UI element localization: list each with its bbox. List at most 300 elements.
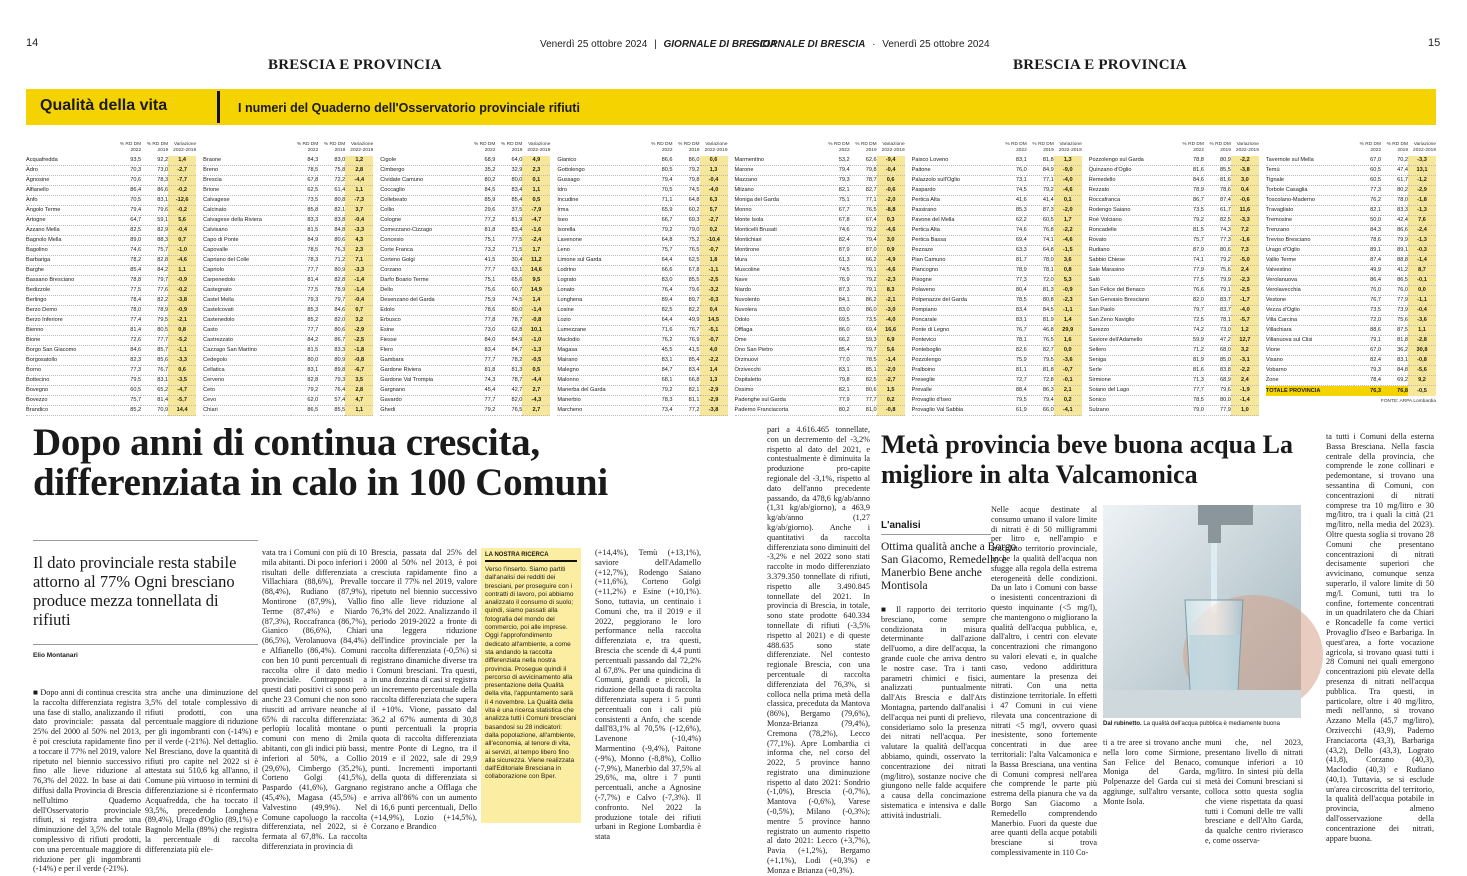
- rd-value: 84,3: [291, 156, 318, 166]
- municipality-name: Sulzano: [1089, 406, 1177, 416]
- municipality-name: Capovalle: [203, 246, 291, 256]
- table-row: [1266, 306, 1436, 316]
- rd-value: 81,1: [1000, 366, 1027, 376]
- rd-value: 77,7: [291, 266, 318, 276]
- rd-value: 82,1: [823, 186, 850, 196]
- rd-value: 71,5: [495, 246, 522, 256]
- variation-value: -4,4: [522, 376, 550, 386]
- variation-value: -3,8: [168, 296, 196, 306]
- variation-value: -4,6: [877, 266, 905, 276]
- table-row: [557, 276, 727, 286]
- variation-value: 0,4: [1231, 186, 1259, 196]
- variation-value: -0,1: [1408, 276, 1436, 286]
- section-title-right: BRESCIA E PROVINCIA: [1013, 57, 1187, 73]
- variation-value: 1,4: [522, 296, 550, 306]
- rd-value: 29,6: [468, 206, 495, 216]
- variation-value: -2,5: [1231, 286, 1259, 296]
- rd-value: 35,2: [468, 166, 495, 176]
- rd-value: 77,5: [114, 286, 141, 296]
- variation-value: -5,7: [168, 396, 196, 406]
- municipality-name: Pozzolengo: [912, 356, 1000, 366]
- rd-value: 79,8: [823, 376, 850, 386]
- rd-value: 85,2: [291, 316, 318, 326]
- headline-2: Metà provincia beve buona acqua La migliore in alta Valcamonica: [881, 430, 1293, 489]
- rd-value: 86,4: [114, 186, 141, 196]
- rd-value: 73,0: [1204, 326, 1231, 336]
- municipality-name: Villachiara: [1266, 326, 1354, 336]
- municipality-name: Trenzano: [1266, 226, 1354, 236]
- rd-value: 79,2: [646, 226, 673, 236]
- municipality-name: Monticelli Brusati: [735, 226, 823, 236]
- municipality-name: Bione: [26, 336, 114, 346]
- variation-value: -2,2: [700, 356, 728, 366]
- rd-value: 81,9: [1027, 316, 1054, 326]
- variation-value: -2,3: [1231, 276, 1259, 286]
- rd-value: 82,7: [1027, 346, 1054, 356]
- table-row: [26, 216, 196, 226]
- table-row: [203, 336, 373, 346]
- rd-value: 83,3: [291, 216, 318, 226]
- rd-value: 66,8: [673, 376, 700, 386]
- table-row: [912, 336, 1082, 346]
- table-row: [735, 286, 905, 296]
- table-row: [912, 286, 1082, 296]
- rd-value: 86,6: [141, 186, 168, 196]
- rd-value: 87,3: [823, 286, 850, 296]
- variation-value: 4,7: [345, 396, 373, 406]
- table-row: [557, 356, 727, 366]
- table-row: [912, 236, 1082, 246]
- municipality-name: Breno: [203, 166, 291, 176]
- variation-value: 1,3: [700, 376, 728, 386]
- variation-value: -5,2: [168, 336, 196, 346]
- variation-value: 1,1: [168, 266, 196, 276]
- variation-value: 1,2: [345, 156, 373, 166]
- rd-value: 79,2: [1177, 216, 1204, 226]
- variation-value: 2,4: [1231, 266, 1259, 276]
- variation-value: 0,5: [522, 196, 550, 206]
- table-column: [557, 142, 727, 416]
- rd-value: 82,1: [318, 206, 345, 216]
- total-label: TOTALE PROVINCIA: [1266, 386, 1354, 396]
- rd-value: 63,3: [1000, 246, 1027, 256]
- variation-value: -5,6: [1408, 366, 1436, 376]
- subhead-2: Ottima qualità anche a Borgo San Giacomo, Remedello e Manerbio Bene anche Montisola: [881, 541, 1017, 592]
- table-row: [912, 266, 1082, 276]
- variation-value: -0,4: [345, 216, 373, 226]
- rd-value: 71,3: [1177, 376, 1204, 386]
- variation-value: 0,9: [877, 246, 905, 256]
- variation-value: 0,1: [1054, 196, 1082, 206]
- rd-value: 66,6: [646, 266, 673, 276]
- rd-value: 77,6: [141, 286, 168, 296]
- table-row: [1089, 176, 1259, 186]
- variation-value: 1,7: [522, 246, 550, 256]
- variation-value: -10,4: [700, 236, 728, 246]
- municipality-name: Provaglio Val Sabbia: [912, 406, 1000, 416]
- municipality-name: Visano: [1266, 356, 1354, 366]
- rd-value: 87,5: [1381, 326, 1408, 336]
- municipality-name: Provaglio d'Iseo: [912, 396, 1000, 406]
- rd-value: 76,3: [318, 246, 345, 256]
- table-row: [735, 406, 905, 416]
- municipality-name: Orzivecchi: [735, 366, 823, 376]
- table-row: [26, 376, 196, 386]
- rd-value: 79,2: [850, 276, 877, 286]
- table-row: [912, 206, 1082, 216]
- municipality-name: Dello: [380, 286, 468, 296]
- rd-value: 32,9: [495, 166, 522, 176]
- table-row: [557, 306, 727, 316]
- variation-value: -6,7: [345, 366, 373, 376]
- rd-value: 42,7: [495, 386, 522, 396]
- table-row: [380, 286, 550, 296]
- variation-value: -4,6: [877, 226, 905, 236]
- variation-value: -2,5: [345, 336, 373, 346]
- table-row: [1266, 196, 1436, 206]
- rd-value: 80,9: [318, 356, 345, 366]
- municipality-name: Comezzano-Cizzago: [380, 226, 468, 236]
- municipality-name: Vione: [1266, 346, 1354, 356]
- variation-value: 1,1: [522, 186, 550, 196]
- variation-value: 11,6: [1231, 206, 1259, 216]
- rd-value: 86,0: [850, 306, 877, 316]
- rd-value: 80,0: [495, 176, 522, 186]
- rd-value: 83,0: [823, 306, 850, 316]
- rd-value: 78,8: [1177, 156, 1204, 166]
- municipality-name: Sarezzo: [1089, 326, 1177, 336]
- rd-value: 73,5: [1354, 306, 1381, 316]
- rd-value: 76,4: [646, 286, 673, 296]
- variation-value: 14,9: [522, 286, 550, 296]
- variation-value: -3,1: [1231, 356, 1259, 366]
- table-row: [557, 176, 727, 186]
- municipality-name: Alfianello: [26, 186, 114, 196]
- municipality-name: Bovezzo: [26, 396, 114, 406]
- municipality-name: Prevalle: [912, 386, 1000, 396]
- rd-value: 75,9: [468, 296, 495, 306]
- variation-value: 3,6: [1054, 256, 1082, 266]
- photo-caption: [1103, 721, 1303, 727]
- municipality-name: Sellero: [1089, 346, 1177, 356]
- variation-value: 1,8: [700, 256, 728, 266]
- table-row: [1266, 236, 1436, 246]
- rd-value: 79,0: [1177, 406, 1204, 416]
- variation-value: 2,3: [522, 166, 550, 176]
- rd-value: 75,1: [823, 196, 850, 206]
- rd-value: 62,2: [1000, 216, 1027, 226]
- rd-value: 77,3: [1000, 276, 1027, 286]
- municipality-name: Saviore dell'Adamello: [1089, 336, 1177, 346]
- rd-value: 79,8: [673, 176, 700, 186]
- municipality-name: Paspardo: [912, 186, 1000, 196]
- variation-value: 4,9: [522, 156, 550, 166]
- variation-value: -1,6: [1231, 236, 1259, 246]
- rd-value: 79,5: [1000, 396, 1027, 406]
- rd-value: 86,7: [318, 336, 345, 346]
- article1-col1: ■ Dopo anni di continua crescita la raccolta differenziata registra una fase di stallo, analizzando il dato provinciale: passata dal 25% del 2000 al 50% nel 2013, è poi cresciuta rapidamente fino a toccare il 77% nel 2019, valore ripetuto nel biennio successivo fino alle lieve riduzione al 76,3% del 2022. In base ai dati diffusi dalla Provincia di Brescia nell'ultimo Quaderno dell'Osservatorio provinciale rifiuti, si registra anche una diminuzione del 3,5% del totale complessivo di rifiuti prodotti, con una percentuale maggiore di riduzione per gli ingombranti (-14%) e per il verde (-21%).: [33, 688, 141, 874]
- municipality-name: Villanuova sul Clisi: [1266, 336, 1354, 346]
- municipality-name: Valvestino: [1266, 266, 1354, 276]
- municipality-name: Cellatica: [203, 366, 291, 376]
- table-row: [380, 256, 550, 266]
- municipality-name: Anfo: [26, 196, 114, 206]
- variation-value: -3,3: [345, 266, 373, 276]
- table-row: [1266, 346, 1436, 356]
- municipality-name: Montirone: [735, 246, 823, 256]
- municipality-name: Gottolengo: [557, 166, 645, 176]
- rd-value: 69,4: [850, 326, 877, 336]
- variation-value: 0,0: [1054, 346, 1082, 356]
- municipality-name: Monte Isola: [735, 216, 823, 226]
- municipality-name: Lodrino: [557, 266, 645, 276]
- rd-value: 89,0: [114, 236, 141, 246]
- variation-value: 0,2: [877, 396, 905, 406]
- rd-value: 82,0: [318, 316, 345, 326]
- rd-value: 63,1: [495, 266, 522, 276]
- municipality-name: Berlingo: [26, 296, 114, 306]
- municipality-name: Marcheno: [557, 406, 645, 416]
- rd-value: 84,5: [468, 186, 495, 196]
- municipality-name: Paisco Loveno: [912, 156, 1000, 166]
- table-row: [1089, 366, 1259, 376]
- rd-value: 74,5: [823, 266, 850, 276]
- variation-value: -0,8: [522, 316, 550, 326]
- rd-value: 81,1: [673, 396, 700, 406]
- rd-value: 81,4: [291, 276, 318, 286]
- rd-value: 77,8: [468, 316, 495, 326]
- rd-value: 78,7: [850, 176, 877, 186]
- rd-value: 89,7: [673, 296, 700, 306]
- variation-value: -2,9: [1408, 186, 1436, 196]
- variation-value: 1,6: [1054, 336, 1082, 346]
- rd-value: 62,8: [495, 326, 522, 336]
- variation-value: 12,7: [1231, 336, 1259, 346]
- variation-value: -1,3: [1408, 206, 1436, 216]
- table-row: [380, 186, 550, 196]
- rd-value: 78,6: [1354, 236, 1381, 246]
- variation-value: 14,4: [168, 406, 196, 416]
- table-row: [203, 256, 373, 266]
- rd-value: 78,3: [291, 256, 318, 266]
- article1-col6: (+14,4%), Temù (+13,1%), saviore dell'Adamello (+12,7%), Rodengo Saiano (+11,6%), Corteno Golgi (+11,2%) e Esine (+10,1%). Sono, tuttavia, un centinaio i Comuni che, tra il 2019 e il 2022, peggiorano le loro performance nella raccolta differenziata e, tra questi, Brescia che scende di 4,4 punti percentuali passando dal 72,2% al 67,8%. Per una quindicina di Comuni, grandi e piccoli, la riduzione della quota di raccolta differenziata supera i 5 punti percentuali con i cali più consistenti a Anfo, che scende dall'83,1% al 70,5% (-12,6%), Lavenone (-10,4%) Marmentino (-9,4%), Paitone (-9%), Monno (-8,8%), Collio (-7,9%), Manerbio dal 37,5% al 29,6%, ma, oltre i 7 punti percentuali, anche a Agnosine (-7,7%) e Calvo (-7,3%). Il confronto. Nel 2022 la produzione totale dei rifiuti urbani in Regione Lombardia è stata: [595, 548, 701, 842]
- table-row: [26, 396, 196, 406]
- variation-value: -1,6: [522, 226, 550, 236]
- table-row: [380, 266, 550, 276]
- variation-value: 0,5: [522, 366, 550, 376]
- table-row: [735, 156, 905, 166]
- municipality-name: Cazzago San Martino: [203, 346, 291, 356]
- rd-value: 82,8: [291, 376, 318, 386]
- rd-value: 76,5: [495, 406, 522, 416]
- variation-value: 0,0: [1408, 286, 1436, 296]
- municipality-name: Ospitaletto: [735, 376, 823, 386]
- variation-value: -0,7: [1054, 366, 1082, 376]
- municipality-name: Manerbio: [557, 396, 645, 406]
- rd-value: 79,7: [1177, 306, 1204, 316]
- rd-value: 64,4: [646, 256, 673, 266]
- rd-value: 80,0: [291, 356, 318, 366]
- rd-value: 76,6: [1177, 286, 1204, 296]
- variation-value: -7,3: [345, 196, 373, 206]
- variation-value: 0,1: [522, 176, 550, 186]
- rd-value: 60,5: [1354, 176, 1381, 186]
- municipality-name: Brione: [203, 186, 291, 196]
- municipality-name: Pisogne: [912, 276, 1000, 286]
- table-row: [1266, 206, 1436, 216]
- variation-value: -1,4: [345, 276, 373, 286]
- rd-value: 30,4: [495, 256, 522, 266]
- table-row: [912, 166, 1082, 176]
- variation-value: -1,4: [1408, 256, 1436, 266]
- rd-value: 41,2: [1381, 266, 1408, 276]
- variation-value: -1,8: [1408, 196, 1436, 206]
- rd-value: 77,9: [1204, 406, 1231, 416]
- column-header: % RD DM 2019: [1032, 142, 1054, 153]
- rd-value: 37,5: [495, 206, 522, 216]
- table-row: [26, 166, 196, 176]
- rd-value: 83,0: [646, 276, 673, 286]
- rd-value: 61,4: [318, 186, 345, 196]
- variation-value: 1,1: [1408, 326, 1436, 336]
- rd-value: 75,6: [1204, 266, 1231, 276]
- municipality-name: Gianico: [557, 156, 645, 166]
- rd-value: 79,0: [673, 226, 700, 236]
- rd-value: 77,2: [673, 406, 700, 416]
- variation-value: -0,5: [522, 356, 550, 366]
- rd-value: 60,2: [673, 206, 700, 216]
- municipality-name: Lozio: [557, 316, 645, 326]
- table-row: [26, 316, 196, 326]
- municipality-name: Limone sul Garda: [557, 256, 645, 266]
- municipality-name: Brandico: [26, 406, 114, 416]
- rd-value: 81,8: [1027, 156, 1054, 166]
- municipality-name: Vezza d'Oglio: [1266, 306, 1354, 316]
- rd-value: 71,2: [318, 256, 345, 266]
- municipality-name: Cologne: [380, 216, 468, 226]
- article2-col2: Nelle acque destinate al consumo umano il valore limite di nitrati è di 50 milligrammi per litro e, nell'ampio e articolato territorio provinciale, anche la qualità dell'acqua non sfugge alla regola della estrema eterogeneità delle condizioni. Da un lato i Comuni con basse o inesistenti concentrazioni di questo inquinante (<5 mg/l), che mantengono o migliorano la qualità dell'acqua pubblica, e, dall'altro, i centri con elevate concentrazioni che rimangono su valori elevati e, in qualche caso, vedono addirittura aumentare la presenza dei nitrati. Con una netta distinzione territoriale. In effetti i 47 Comuni in cui viene rilevata una concentrazione di nitrati <5 mg/l, ovvero quasi inesistente, sono fortemente concentrati in due aree territoriali: l'alta Valcamonica e la Bassa Bresciana, una ventina di Comuni compresi nell'area che comprende le parte più estrema della pianura che va da Borgo San Giacomo a Remedello comprendendo Manerbio. Fuori da queste due aree quanti della acque potabili bresciane si trova complessivamente in 110 Co-: [991, 505, 1097, 857]
- rd-value: 79,4: [114, 206, 141, 216]
- rd-value: 83,1: [646, 356, 673, 366]
- municipality-name: Coccaglio: [380, 186, 468, 196]
- variation-value: -1,3: [1408, 236, 1436, 246]
- table-row: [203, 316, 373, 326]
- table-row: [380, 336, 550, 346]
- municipality-name: Castel Mella: [203, 296, 291, 306]
- column-header: Variazione 2022-2019: [527, 142, 551, 153]
- table-row: [26, 186, 196, 196]
- rd-value: 80,4: [1000, 286, 1027, 296]
- table-row: [26, 366, 196, 376]
- folio-date-left: Venerdì 25 ottobre 2024: [540, 39, 648, 50]
- rd-value: 77,9: [823, 396, 850, 406]
- rd-value: 81,8: [468, 226, 495, 236]
- rd-value: 79,6: [1204, 386, 1231, 396]
- rd-value: 78,6: [1204, 186, 1231, 196]
- rd-value: 85,4: [823, 346, 850, 356]
- table-row: [735, 326, 905, 336]
- municipality-name: Rodengo Saiano: [1089, 206, 1177, 216]
- variation-value: -2,7: [700, 216, 728, 226]
- rd-value: 73,4: [646, 406, 673, 416]
- table-row: [380, 236, 550, 246]
- variation-value: 0,3: [877, 216, 905, 226]
- rd-value: 72,8: [1027, 376, 1054, 386]
- rd-value: 79,2: [1204, 256, 1231, 266]
- variation-value: -8,8: [877, 206, 905, 216]
- rd-value: 80,2: [468, 176, 495, 186]
- rd-value: 84,1: [823, 296, 850, 306]
- rd-value: 65,9: [646, 206, 673, 216]
- table-row: [380, 376, 550, 386]
- variation-value: -1,4: [877, 356, 905, 366]
- rd-value: 79,3: [823, 176, 850, 186]
- rd-value: 85,5: [673, 276, 700, 286]
- folio-left: Venerdì 25 ottobre 2024 | GIORNALE DI BRESCIA: [540, 39, 777, 50]
- table-row: [912, 306, 1082, 316]
- municipality-name: Castenedolo: [203, 316, 291, 326]
- table-row: [735, 226, 905, 236]
- table-row: [203, 196, 373, 206]
- variation-value: 3,0: [877, 236, 905, 246]
- variation-value: -0,3: [1408, 246, 1436, 256]
- rd-value: 83,1: [1000, 156, 1027, 166]
- rd-value: 78,4: [1354, 376, 1381, 386]
- rd-value: 79,4: [823, 166, 850, 176]
- municipality-name: Capo di Ponte: [203, 236, 291, 246]
- municipality-name: Pertica Bassa: [912, 236, 1000, 246]
- variation-value: 6,9: [877, 336, 905, 346]
- rd-value: 41,4: [1027, 196, 1054, 206]
- municipality-name: Cevo: [203, 396, 291, 406]
- table-row: [203, 406, 373, 416]
- variation-value: 7,3: [1231, 246, 1259, 256]
- rd-value: 89,8: [318, 366, 345, 376]
- variation-value: 5,7: [700, 206, 728, 216]
- table-row: [203, 186, 373, 196]
- table-column: [203, 142, 373, 416]
- table-row: [203, 226, 373, 236]
- rd-value: 62,0: [291, 396, 318, 406]
- variation-value: 3,5: [345, 376, 373, 386]
- variation-value: -0,9: [168, 306, 196, 316]
- rd-value: 67,0: [1354, 346, 1381, 356]
- municipality-name: Ponteboglio: [912, 346, 1000, 356]
- table-row: [1266, 356, 1436, 366]
- table-row: [912, 176, 1082, 186]
- rd-value: 36,2: [1381, 346, 1408, 356]
- table-row: [380, 306, 550, 316]
- rd-value: 69,2: [1381, 376, 1408, 386]
- rd-value: 80,6: [318, 326, 345, 336]
- municipality-name: Corte Franca: [380, 246, 468, 256]
- variation-value: -0,7: [700, 246, 728, 256]
- column-header: % RD DM 2022: [651, 142, 673, 153]
- variation-value: 14,5: [700, 316, 728, 326]
- municipality-name: Brescia: [203, 176, 291, 186]
- table-row: [380, 216, 550, 226]
- variation-value: 2,8: [345, 386, 373, 396]
- variation-value: -2,1: [877, 296, 905, 306]
- rd-value: 80,0: [1204, 396, 1231, 406]
- municipality-name: Sirmione: [1089, 376, 1177, 386]
- table-row: [1089, 346, 1259, 356]
- variation-value: -1,7: [1231, 296, 1259, 306]
- rd-value: 82,4: [823, 236, 850, 246]
- rd-value: 89,1: [1381, 246, 1408, 256]
- variation-value: 3,7: [345, 206, 373, 216]
- rd-value: 77,0: [823, 356, 850, 366]
